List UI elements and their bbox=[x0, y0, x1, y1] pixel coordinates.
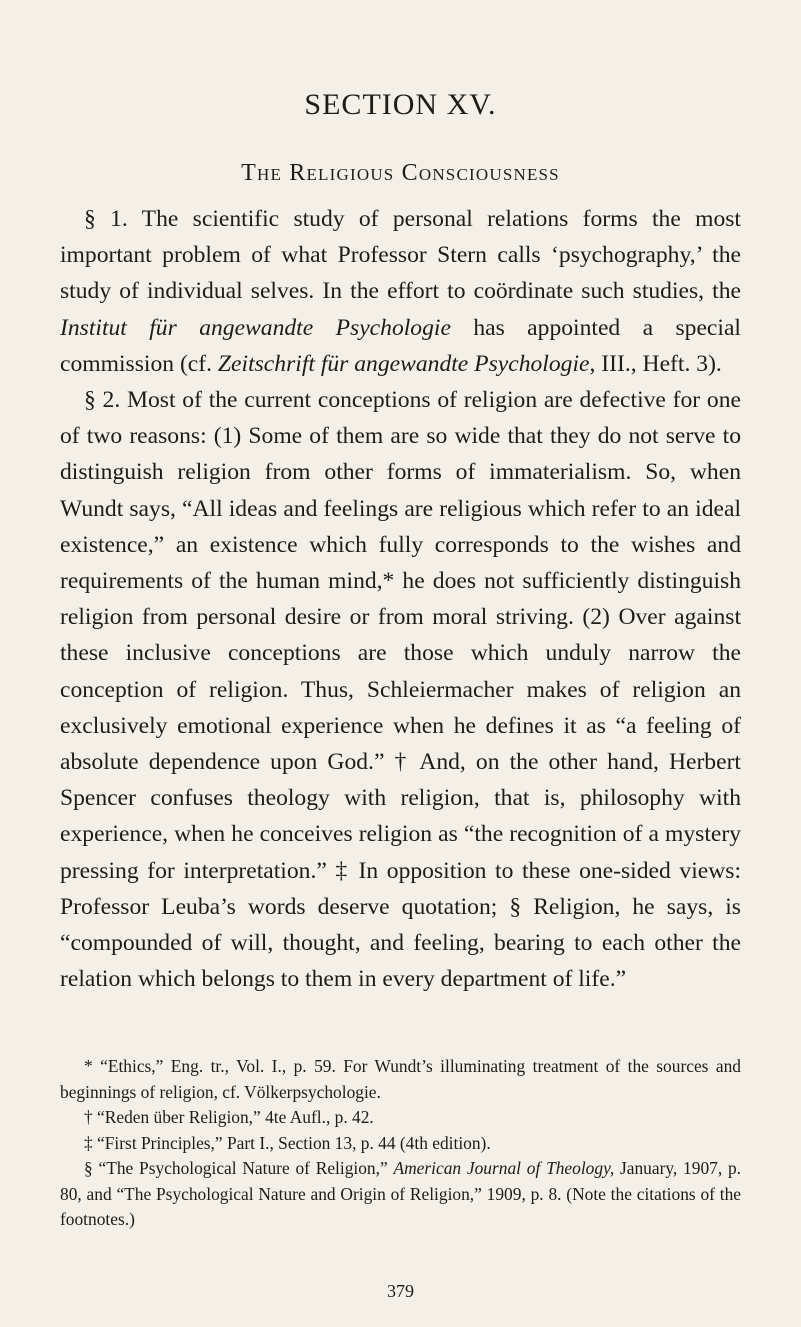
paragraph-2: § 2. Most of the current conceptions of religion are defective for one of two reasons: (1) Some of them are so wide that they do not serve to distinguish religion from other forms of immaterialism. So, when Wundt says, “All ideas and feelings are religious which refer to an ideal existence,” an existence which fully corresponds to the wishes and requirements of the human mind,* he does not sufficiently distinguish religion from personal desire or from moral striving. (2) Over against these inclusive conceptions are those which unduly narrow the conception of religion. Thus, Schleiermacher makes of religion an exclusively emotional experience when he defines it as “a feeling of absolute dependence upon God.” † And, on the other hand, Herbert Spencer confuses theology with religion, that is, philosophy with experience, when he conceives religion as “the recognition of a mystery pressing for interpretation.” ‡ In opposition to these one-sided views: Professor Leuba’s words deserve quotation; § Religion, he says, is “compounded of will, thought, and feeling, bearing to each other the relation which belongs to them in every department of life.” bbox=[60, 387, 741, 993]
page-number: 379 bbox=[387, 1281, 414, 1301]
footnote-2: † “Reden über Religion,” 4te Aufl., p. 42. bbox=[84, 1107, 374, 1127]
footnote-3: ‡ “First Principles,” Part I., Section 13, p. 44 (4th edition). bbox=[84, 1132, 491, 1153]
footnotes bbox=[60, 1054, 741, 1233]
paragraph-1: § 1. The scientific study of personal relations forms the most important problem of what Professor Stern calls ‘psychography,’ the study of individual selves. In the effort to coördinate such studies, the Institut für angewandte Psychologie has appointed a special commission (cf. Zeitschrift für angewandte Psychologie, III., Heft. 3). bbox=[60, 206, 741, 377]
footnote-4: § “The Psychological Nature of Religion,” American Journal of Theology, January, 1907, p. 80, and “The Psychological Nature and Origin of Religion,” 1909, p. 8. (Note the citations of the footnotes.) bbox=[60, 1158, 742, 1229]
footnote-1: * “Ethics,” Eng. tr., Vol. I., p. 59. For Wundt’s illuminating treatment of the sources and beginnings of religion, cf. Völkerpsychologie. bbox=[60, 1056, 741, 1102]
section-heading: SECTION XV. bbox=[304, 88, 497, 121]
chapter-title: The Religious Consciousness bbox=[241, 160, 560, 186]
body-text bbox=[60, 201, 741, 997]
